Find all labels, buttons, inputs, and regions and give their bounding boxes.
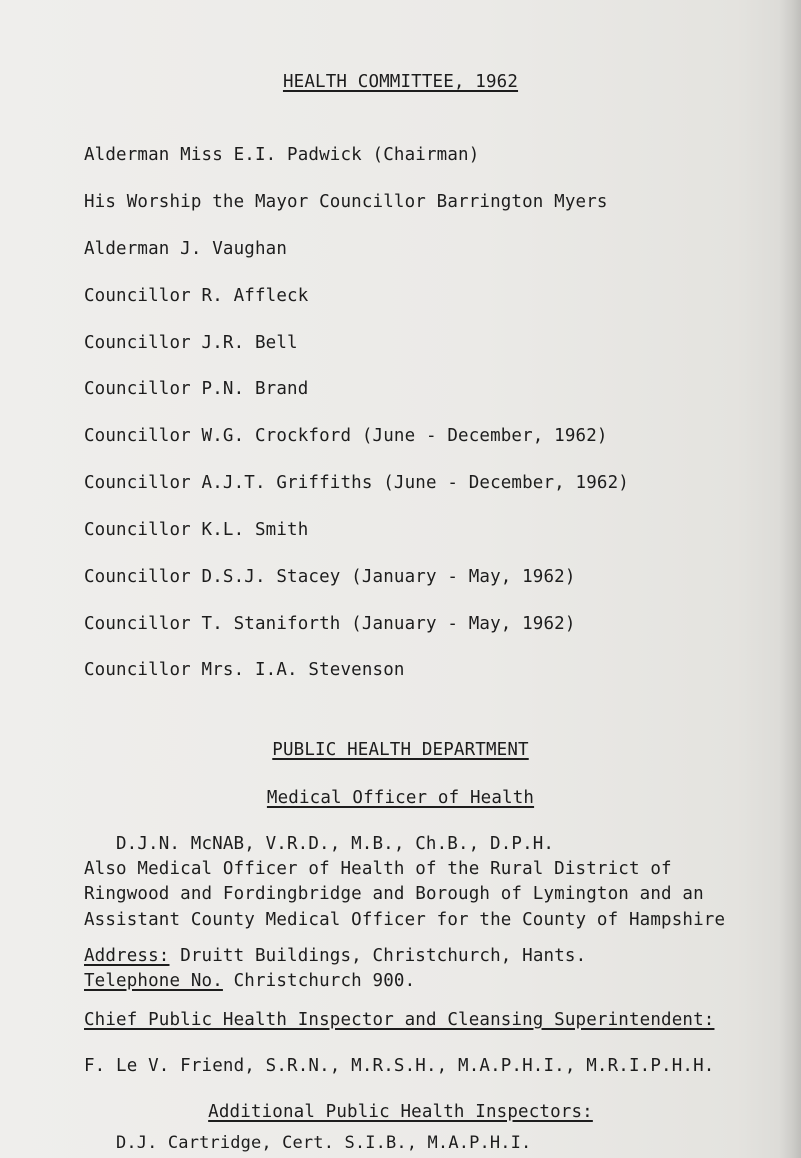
member-line: Councillor A.J.T. Griffiths (June - December, 1962) [84, 473, 629, 493]
moh-name: D.J.N. McNAB, V.R.D., M.B., Ch.B., D.P.H. [116, 834, 555, 854]
address-value: Druitt Buildings, Christchurch, Hants. [180, 946, 587, 966]
moh-description: Assistant County Medical Officer for the County of Hampshire [84, 910, 726, 930]
moh-heading: Medical Officer of Health [266, 788, 535, 808]
department-heading: PUBLIC HEALTH DEPARTMENT [272, 740, 529, 760]
address-line [84, 946, 586, 966]
member-line: Councillor T. Staniforth (January - May, 1962) [84, 614, 576, 634]
chief-inspector-name: F. Le V. Friend, S.R.N., M.R.S.H., M.A.P.H.I., M.R.I.P.H.H. [84, 1056, 715, 1076]
telephone-value: Christchurch 900. [233, 971, 416, 991]
telephone-line [84, 971, 415, 991]
committee-heading: HEALTH COMMITTEE, 1962 [282, 72, 519, 92]
member-line: His Worship the Mayor Councillor Barrington Myers [84, 192, 608, 212]
page-edge-shadow [779, 0, 801, 1158]
member-line: Councillor R. Affleck [84, 286, 309, 306]
member-line: Councillor J.R. Bell [84, 333, 298, 353]
member-line: Alderman J. Vaughan [84, 239, 288, 259]
member-line: Councillor W.G. Crockford (June - December, 1962) [84, 426, 608, 446]
member-line: Councillor Mrs. I.A. Stevenson [84, 660, 405, 680]
member-line: Councillor P.N. Brand [84, 379, 309, 399]
moh-description: Also Medical Officer of Health of the Rural District of [84, 859, 672, 879]
moh-description: Ringwood and Fordingbridge and Borough of Lymington and an [84, 884, 704, 904]
address-label: Address: [84, 946, 170, 966]
member-line: Alderman Miss E.I. Padwick (Chairman) [84, 145, 480, 165]
member-line: Councillor D.S.J. Stacey (January - May, 1962) [84, 567, 576, 587]
additional-inspectors-heading: Additional Public Health Inspectors: [208, 1102, 593, 1122]
chief-inspector-heading: Chief Public Health Inspector and Cleansing Superintendent: [84, 1010, 715, 1030]
member-line: Councillor K.L. Smith [84, 520, 309, 540]
inspector-line: D.J. Cartridge, Cert. S.I.B., M.A.P.H.I. [116, 1133, 532, 1153]
telephone-label: Telephone No. [84, 971, 223, 991]
